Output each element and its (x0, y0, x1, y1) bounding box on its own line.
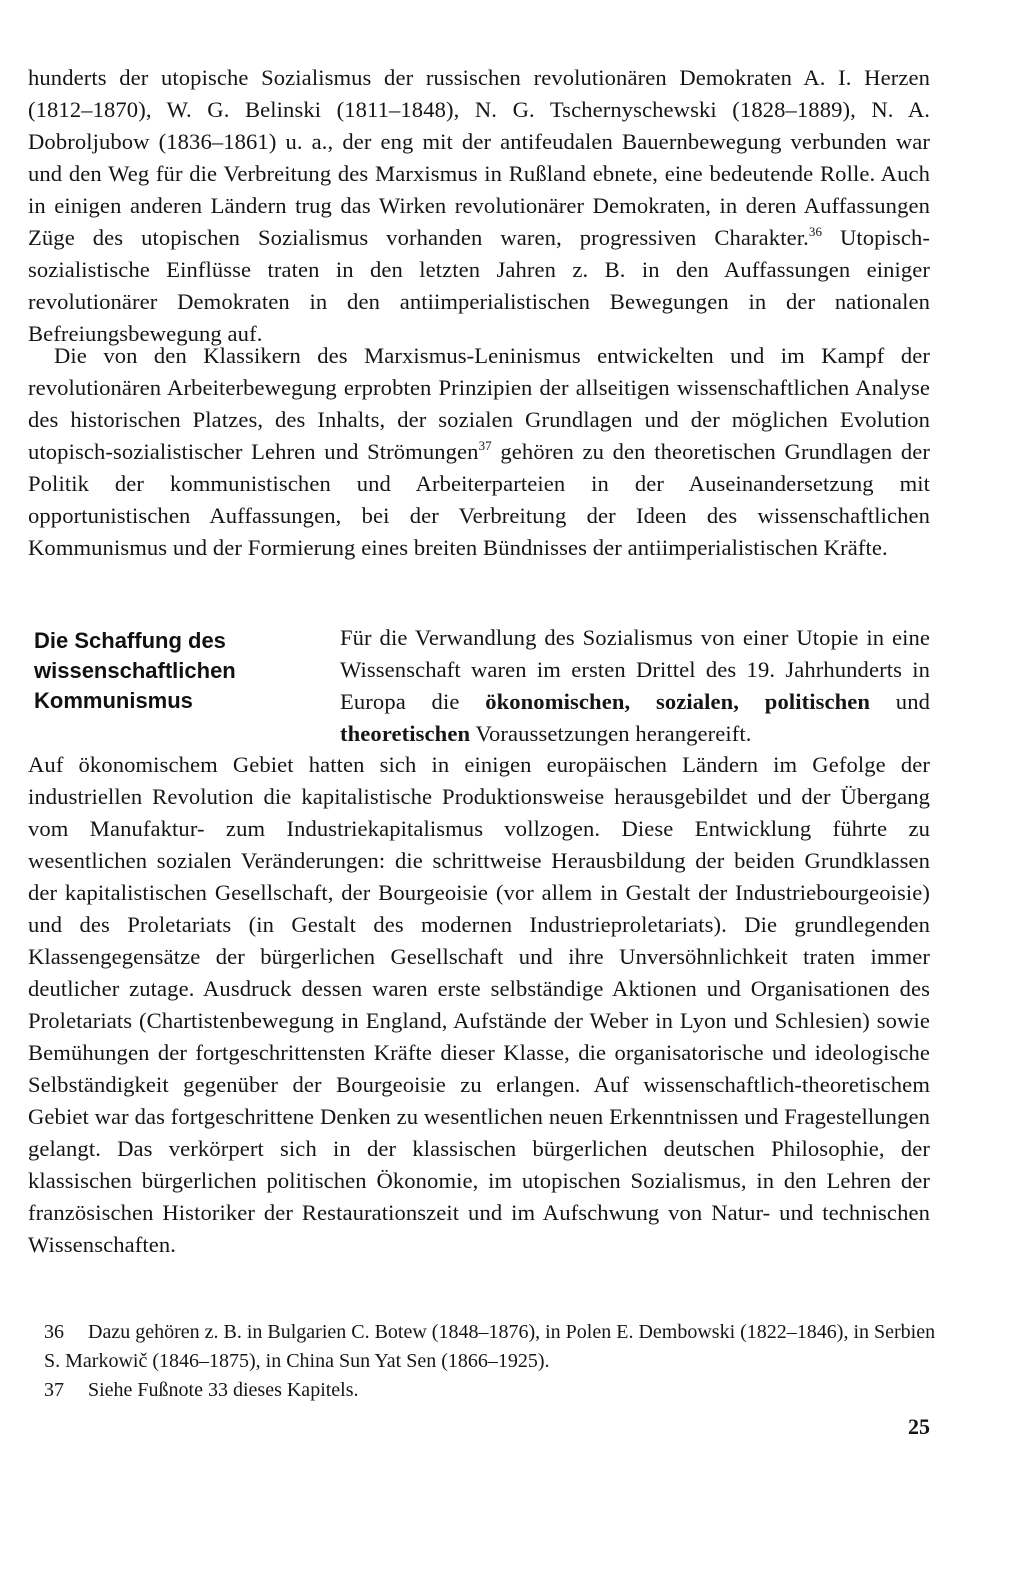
footnote-text: Dazu gehören z. B. in Bulgarien C. Botew (1848–1876), in Polen E. Dembowski (1822–1846), in Serbien S. Markowič (1846–1875), in China Sun Yat Sen (1866–1925). (44, 1321, 936, 1372)
paragraph-text: gehören zu den theoretischen Grundlagen der Politik der kommunistischen und Arbeiterparteien in der Auseinandersetzung mit opportunistischen Auffassungen, bei der Verbreitung der Ideen des wissenschaftlichen Kommunismus und der Formierung eines breiten Bündnisses der antiimperialistischen Kräfte. (28, 439, 930, 560)
emphasis-text: ökonomischen, sozialen, politischen (485, 689, 871, 714)
footnote-36 (44, 1318, 944, 1376)
footnote-text: Siehe Fußnote 33 dieses Kapitels. (88, 1379, 359, 1401)
heading-line: wissenschaftlichen (34, 658, 236, 683)
footnote-37 (44, 1376, 944, 1405)
section-heading (34, 626, 294, 716)
paragraph-prerequisites-body (28, 749, 930, 1261)
paragraph-text: Voraussetzungen herangereift. (470, 721, 752, 746)
paragraph-text: Auf ökonomischem Gebiet hatten sich in einigen europäischen Ländern im Gefolge der industriellen Revolution die kapitalistische Produktionsweise herausgebildet und der Übergang vom Manufaktur- zum Industriekapitalismus vollzogen. Diese Entwicklung führte zu wesentlichen sozialen Veränderungen: die schrittweise Herausbildung der beiden Grundklassen der kapitalistischen Gesellschaft, der Bourgeoisie (vor allem in Gestalt der Industriebourgeoisie) und des Proletariats (in Gestalt des modernen Industrieproletariats). Die grundlegenden Klassengegensätze der bürgerlichen Gesellschaft und ihre Unversöhnlichkeit traten immer deutlicher zutage. Ausdruck dessen waren erste selbständige Aktionen und Organisationen des Proletariats (Chartistenbewegung in England, Aufstände der Weber in Lyon und Schlesien) sowie Bemühungen der fortgeschrittensten Kräfte dieser Klasse, die organisatorische und ideologische Selbständigkeit gegenüber der Bourgeoisie zu erlangen. Auf wissenschaftlich-theoretischem Gebiet war das fortgeschrittene Denken zu wesentlichen neuen Erkenntnissen und Fragestellungen gelangt. Das verkörpert sich in der klassischen bürgerlichen deutschen Philosophie, der klassischen bürgerlichen politischen Ökonomie, im utopischen Sozialismus, in den Lehren der französischen Historiker der Restaurationszeit und im Aufschwung von Natur- und technischen Wissenschaften. (28, 752, 930, 1257)
footnote-number: 36 (44, 1321, 64, 1343)
paragraph-prerequisites-intro (340, 622, 930, 750)
emphasis-text: theoretischen (340, 721, 471, 746)
paragraph-utopian-socialism-russia (28, 62, 930, 350)
paragraph-classics-principles (28, 340, 930, 564)
paragraph-text: Die von den Klassikern des Marxismus-Leninismus entwickelten und im Kampf der revolutionären Arbeiterbewegung erprobten Prinzipien der allseitigen wissenschaftlichen Analyse des historischen Platzes, des Inhalts, der sozialen Grundlagen und der möglichen Evolution utopisch-sozialistischer Lehren und Strömungen (28, 343, 930, 464)
footnote-number: 37 (44, 1379, 64, 1401)
paragraph-text: hunderts der utopische Sozialismus der russischen revolutionären Demokraten A. I. Herzen (1812–1870), W. G. Belinski (1811–1848), N. G. Tschernyschewski (1828–1889), N. A. Dobroljubow (1836–1861) u. a., der eng mit der antifeudalen Bauernbewegung verbunden war und den Weg für die Verbreitung des Marxismus in Rußland ebnete, eine bedeutende Rolle. Auch in einigen anderen Ländern trug das Wirken revolutionärer Demokraten, in deren Auffassungen Züge des utopischen Sozialismus vorhanden waren, progressiven Charakter. (28, 65, 930, 250)
footnote-ref-36[interactable]: 36 (808, 224, 823, 239)
paragraph-text: Für die Verwandlung des Sozialismus von einer Utopie in eine Wissenschaft waren im ersten Drittel des 19. Jahrhunderts in Europa die (340, 625, 930, 714)
paragraph-text: Utopisch-sozialistische Einflüsse traten in den letzten Jahren z. B. in den Auffassungen einiger revolutionärer Demokraten in den antiimperialistischen Bewegungen in der nationalen Befreiungsbewegung auf. (28, 225, 930, 346)
heading-line: Kommunismus (34, 688, 193, 713)
page-number: 25 (908, 1414, 930, 1439)
paragraph-text: und (870, 689, 930, 714)
footnote-ref-37[interactable]: 37 (478, 438, 492, 453)
heading-line: Die Schaffung des (34, 628, 226, 653)
